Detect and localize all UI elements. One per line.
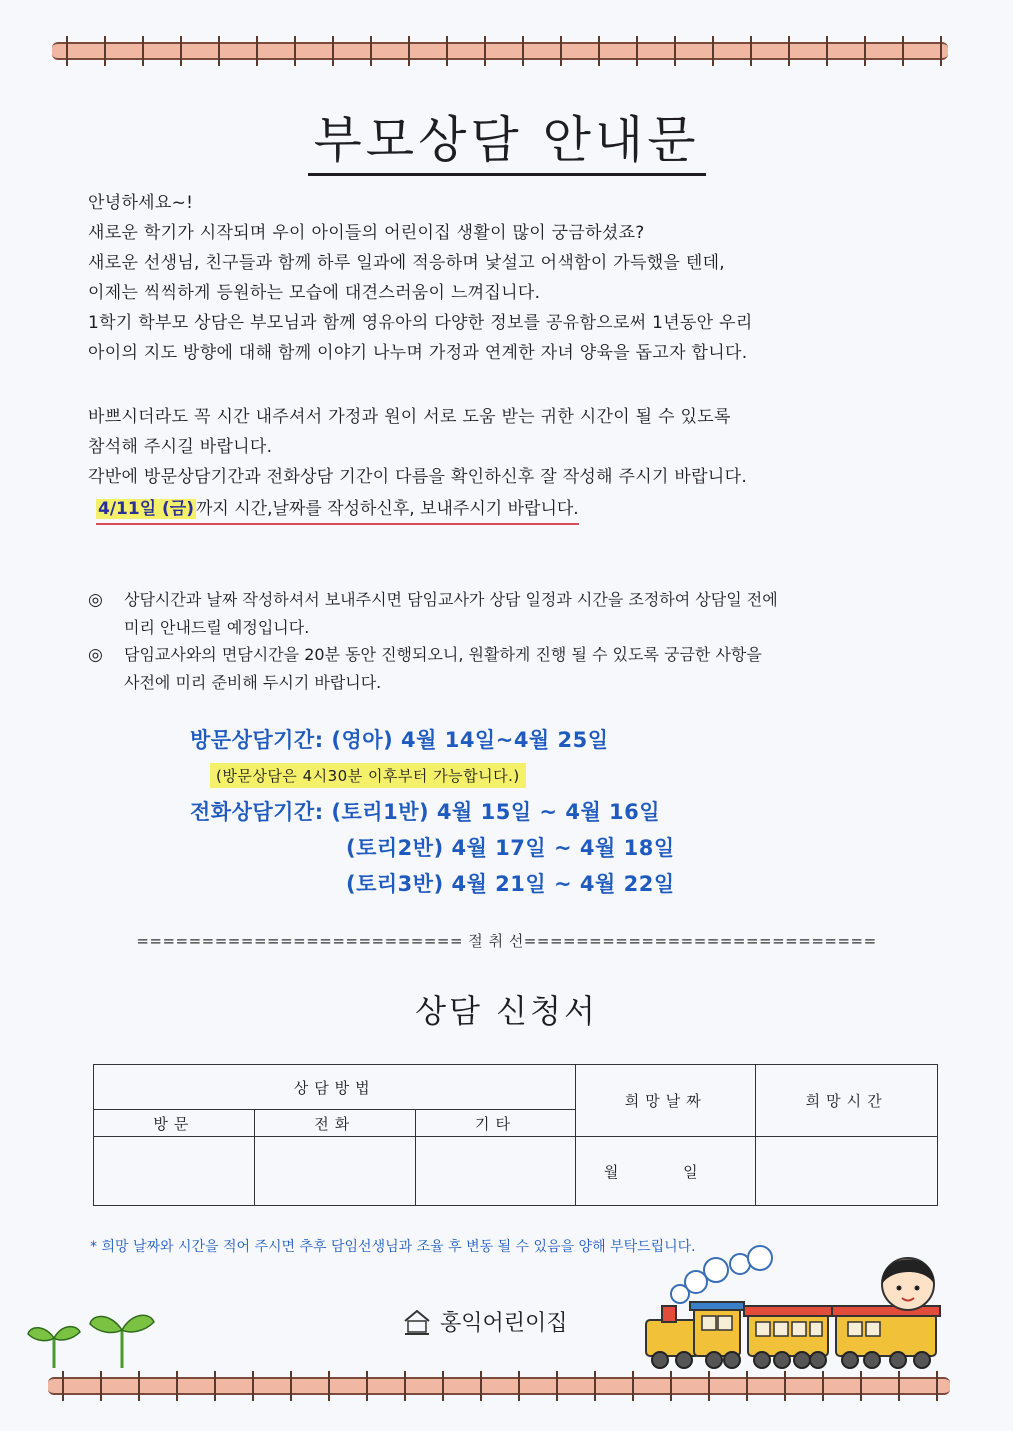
phone-period-class2: (토리2반) 4월 17일 ~ 4월 18일: [346, 836, 675, 860]
rail-tie: [176, 1371, 178, 1401]
page-title: 부모상담 안내문: [0, 100, 1013, 172]
intro-line: 새로운 학기가 시작되며 우이 아이들의 어린이집 생활이 많이 궁금하셨죠?: [88, 223, 645, 243]
note-line: 상담시간과 날짜 작성하셔서 보내주시면 담임교사가 상담 일정과 시간을 조정하여 상담일 전에: [124, 590, 778, 609]
house-logo-icon: [402, 1308, 432, 1336]
footnote: * 희망 날짜와 시간을 적어 주시면 추후 담임선생님과 조율 후 변동 될 수 있음을 양해 부탁드립니다.: [90, 1239, 696, 1255]
rail-tie: [670, 1371, 672, 1401]
rail-tie: [442, 1371, 444, 1401]
rail-tie: [556, 1371, 558, 1401]
method-phone-header: 전화: [254, 1110, 415, 1137]
sprout-icon: [24, 1310, 84, 1370]
rail-tie: [594, 1371, 596, 1401]
rail-tie: [366, 1371, 368, 1401]
phone-period-class3: (토리3반) 4월 21일 ~ 4월 22일: [346, 872, 675, 896]
rail-tie: [214, 1371, 216, 1401]
rail-tie: [864, 36, 866, 66]
rail-tie: [822, 1371, 824, 1401]
rail-tie: [294, 36, 296, 66]
bottom-decorative-rail: [48, 1377, 950, 1395]
rail-tie: [708, 1371, 710, 1401]
method-visit-header: 방문: [94, 1110, 255, 1137]
intro-line: 새로운 선생님, 친구들과 함께 하루 일과에 적응하며 낯설고 어색함이 가득했을 텐데,: [88, 253, 725, 273]
note-line: 담임교사와의 면담시간을 20분 동안 진행되오니, 원활하게 진행 될 수 있도록 궁금한 사항을: [124, 645, 762, 664]
request-line: 참석해 주시길 바랍니다.: [88, 437, 273, 457]
rail-tie: [218, 36, 220, 66]
rail-tie: [898, 1371, 900, 1401]
rail-tie: [66, 36, 68, 66]
rail-tie: [518, 1371, 520, 1401]
rail-tie: [370, 36, 372, 66]
double-circle-bullet-icon: ◎: [88, 645, 103, 665]
rail-tie: [252, 1371, 254, 1401]
organization-name: 홍익어린이집: [440, 1311, 568, 1336]
intro-line: 1학기 학부모 상담은 부모님과 함께 영유아의 다양한 정보를 공유함으로써 1년동안 우리: [88, 313, 753, 333]
rail-tie: [636, 36, 638, 66]
rail-tie: [632, 1371, 634, 1401]
rail-tie: [408, 36, 410, 66]
rail-tie: [560, 36, 562, 66]
train-illustration-icon: [636, 1222, 948, 1377]
rail-tie: [480, 1371, 482, 1401]
rail-tie: [936, 1371, 938, 1401]
top-decorative-rail: [52, 42, 948, 60]
intro-line: 이제는 씩씩하게 등원하는 모습에 대견스러움이 느껴집니다.: [88, 283, 541, 303]
rail-tie: [332, 36, 334, 66]
deadline-text: 까지 시간,날짜를 작성하신후, 보내주시기 바랍니다.: [196, 499, 579, 519]
rail-tie: [788, 36, 790, 66]
rail-tie: [62, 1371, 64, 1401]
rail-tie: [746, 1371, 748, 1401]
application-form-table: [93, 1064, 938, 1206]
double-circle-bullet-icon: ◎: [88, 590, 103, 610]
rail-tie: [598, 36, 600, 66]
rail-tie: [328, 1371, 330, 1401]
rail-tie: [674, 36, 676, 66]
deadline-date: 4/11일 (금): [98, 499, 194, 519]
visit-check-cell[interactable]: [94, 1137, 255, 1206]
rail-tie: [104, 36, 106, 66]
rail-tie: [522, 36, 524, 66]
visit-time-note: (방문상담은 4시30분 이후부터 가능합니다.): [210, 763, 526, 788]
form-title: 상담 신청서: [415, 992, 598, 1030]
phone-check-cell[interactable]: [254, 1137, 415, 1206]
rail-tie: [290, 1371, 292, 1401]
rail-tie: [902, 36, 904, 66]
rail-tie: [750, 36, 752, 66]
request-line: 바쁘시더라도 꼭 시간 내주셔서 가정과 원이 서로 도움 받는 귀한 시간이 될 수 있도록: [88, 407, 731, 427]
rail-tie: [784, 1371, 786, 1401]
note-item: [88, 641, 762, 697]
rail-tie: [712, 36, 714, 66]
intro-paragraph: [88, 188, 753, 368]
time-header: 희망시간: [756, 1065, 938, 1137]
rail-tie: [940, 36, 942, 66]
method-other-header: 기타: [415, 1110, 576, 1137]
rail-tie: [484, 36, 486, 66]
rail-tie: [256, 36, 258, 66]
rail-tie: [180, 36, 182, 66]
other-check-cell[interactable]: [415, 1137, 576, 1206]
rail-tie: [138, 1371, 140, 1401]
cut-line: ========================= 절 취 선===========================: [136, 932, 877, 950]
date-header: 희망날짜: [576, 1065, 756, 1137]
phone-period-class1: 전화상담기간: (토리1반) 4월 15일 ~ 4월 16일: [190, 800, 661, 824]
date-entry-cell[interactable]: 월 일: [576, 1137, 756, 1206]
note-line: 미리 안내드릴 예정입니다.: [124, 618, 310, 637]
intro-line: 안녕하세요~!: [88, 193, 194, 213]
rail-tie: [404, 1371, 406, 1401]
request-line: 각반에 방문상담기간과 전화상담 기간이 다름을 확인하신후 잘 작성해 주시기 바랍니다.: [88, 467, 748, 487]
time-entry-cell[interactable]: [756, 1137, 938, 1206]
rail-tie: [142, 36, 144, 66]
request-paragraph: [88, 402, 747, 492]
rail-tie: [446, 36, 448, 66]
rail-tie: [100, 1371, 102, 1401]
visit-period: 방문상담기간: (영아) 4월 14일~4월 25일: [190, 728, 609, 752]
deadline-line: [96, 494, 579, 525]
note-line: 사전에 미리 준비해 두시기 바랍니다.: [124, 673, 382, 692]
method-header: 상담방법: [94, 1065, 576, 1110]
rail-tie: [826, 36, 828, 66]
organization: [402, 1306, 568, 1337]
sprout-icon: [86, 1300, 158, 1370]
note-item: [88, 586, 778, 642]
intro-line: 아이의 지도 방향에 대해 함께 이야기 나누며 가정과 연계한 자녀 양육을 돕고자 합니다.: [88, 343, 748, 363]
rail-tie: [860, 1371, 862, 1401]
